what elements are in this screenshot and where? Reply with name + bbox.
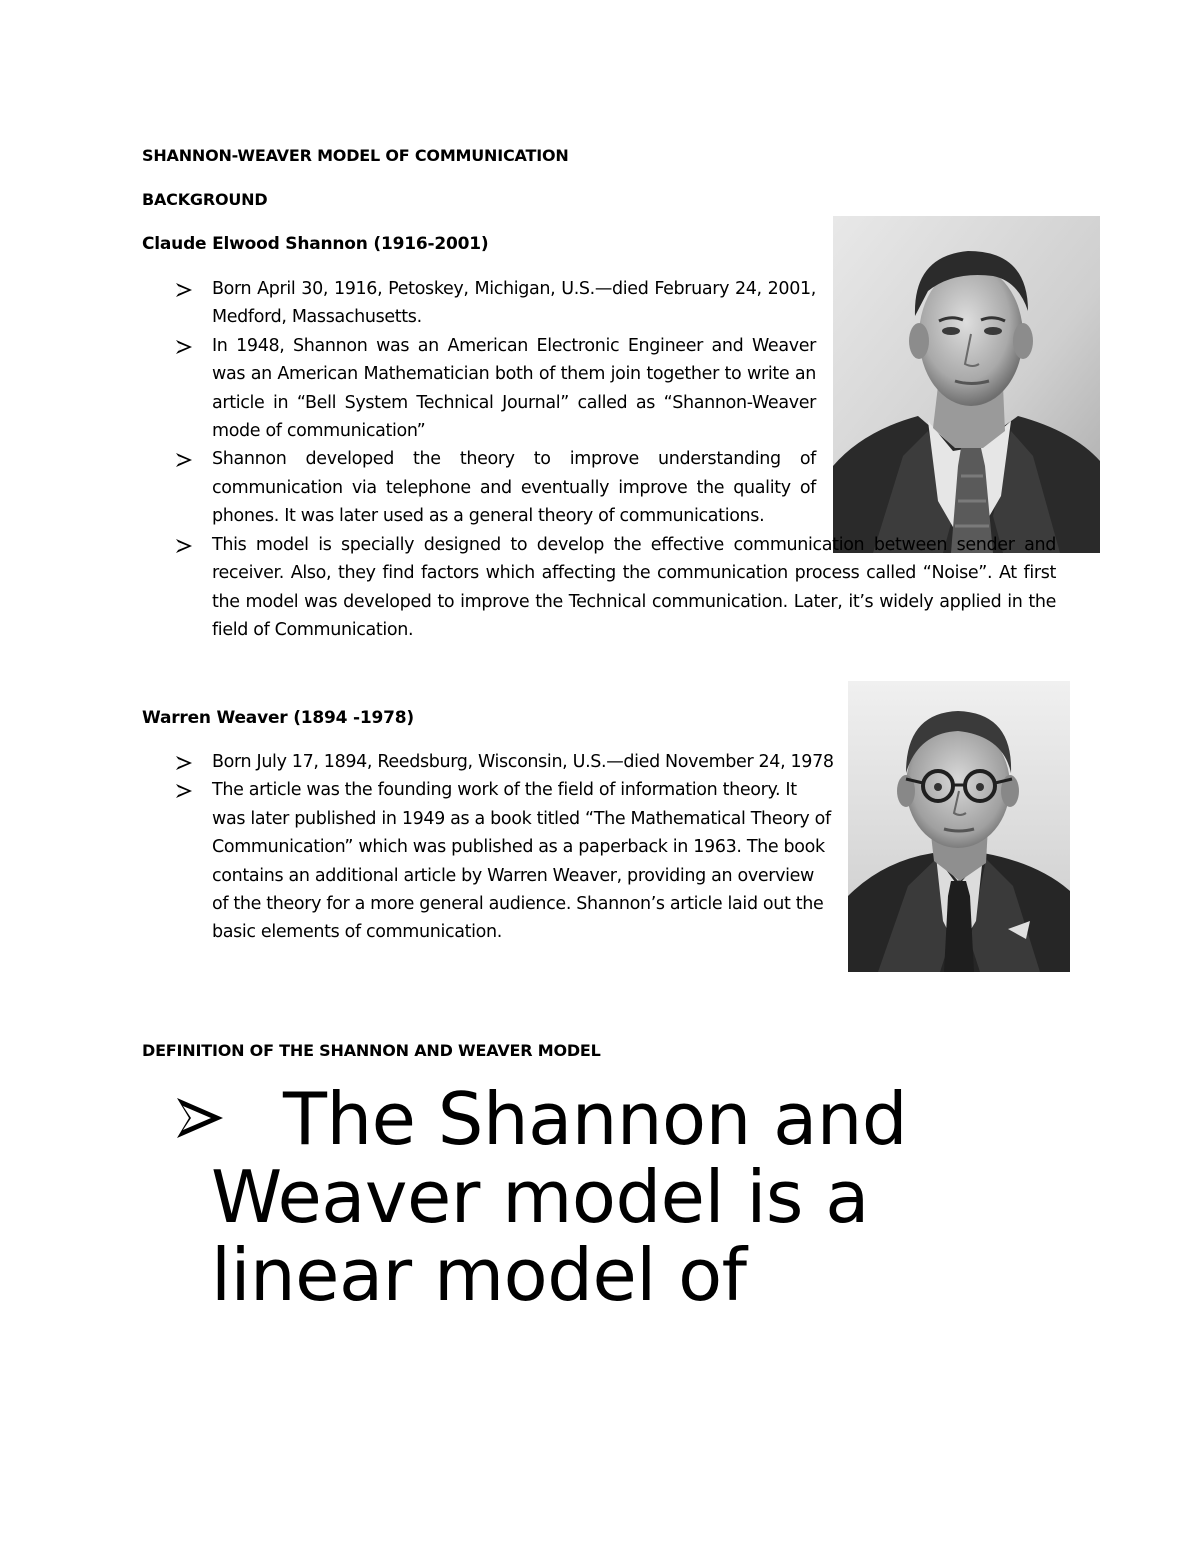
document-title: SHANNON-WEAVER MODEL OF COMMUNICATION: [142, 146, 569, 165]
arrowhead-bullet-icon: [175, 282, 193, 298]
section-heading-background: BACKGROUND: [142, 190, 268, 209]
shannon-bullet-list-continued: [175, 531, 1056, 645]
weaver-name-heading: Warren Weaver (1894 -1978): [142, 708, 414, 728]
list-item: [175, 748, 835, 776]
arrowhead-bullet-icon: [175, 538, 193, 554]
list-item: [175, 275, 816, 332]
list-item: [175, 776, 835, 946]
weaver-bullet-2-text: The article was the founding work of the field of information theory. It was later published in 1949 as a book titled “The Mathematical Theory of Communication” which was published as a paperback in 1963. The book contains an additional article by Warren Weaver, providing an overview of the theory for a more general audience. Shannon’s article laid out the basic elements of communication.: [212, 780, 831, 943]
shannon-bullet-3-text: Shannon developed the theory to improve understanding of communication via telephone and eventually improve the quality of phones. It was later used as a general theory of communications.: [212, 449, 816, 527]
arrowhead-bullet-icon: [175, 339, 193, 355]
weaver-bullet-list: [175, 748, 835, 947]
shannon-bullet-4-text: This model is specially designed to develop the effective communication between sender and receiver. Also, they find factors which affecting the communication process called “Noise”. At first the model was developed to improve the Technical communication. Later, it’s widely applied in the field of Communication.: [212, 535, 1056, 641]
definition-big-bullet-text: The Shannon and Weaver model is a linear model of: [211, 1077, 908, 1317]
arrowhead-bullet-icon: [175, 1096, 225, 1140]
weaver-portrait-photo: [848, 681, 1070, 972]
arrowhead-bullet-icon: [175, 452, 193, 468]
list-item: [175, 332, 816, 446]
shannon-name-heading: Claude Elwood Shannon (1916-2001): [142, 234, 489, 254]
weaver-bullet-1-text: Born July 17, 1894, Reedsburg, Wisconsin, U.S.—died November 24, 1978: [212, 752, 834, 772]
shannon-bullet-2-text: In 1948, Shannon was an American Electronic Engineer and Weaver was an American Mathematician both of them join together to write an article in “Bell System Technical Journal” called as “Shannon-Weaver mode of communication”: [212, 335, 816, 442]
arrowhead-bullet-icon: [175, 783, 193, 799]
section-heading-definition: DEFINITION OF THE SHANNON AND WEAVER MODEL: [142, 1041, 601, 1060]
definition-big-bullet: [175, 1077, 1075, 1317]
shannon-portrait-photo: [833, 216, 1100, 553]
shannon-bullet-list: [175, 275, 816, 531]
arrowhead-bullet-icon: [175, 755, 193, 771]
list-item: [175, 531, 1056, 645]
list-item: [175, 445, 816, 530]
shannon-bullet-1-text: Born April 30, 1916, Petoskey, Michigan, U.S.—died February 24, 2001, Medford, Massachusetts.: [212, 279, 816, 328]
